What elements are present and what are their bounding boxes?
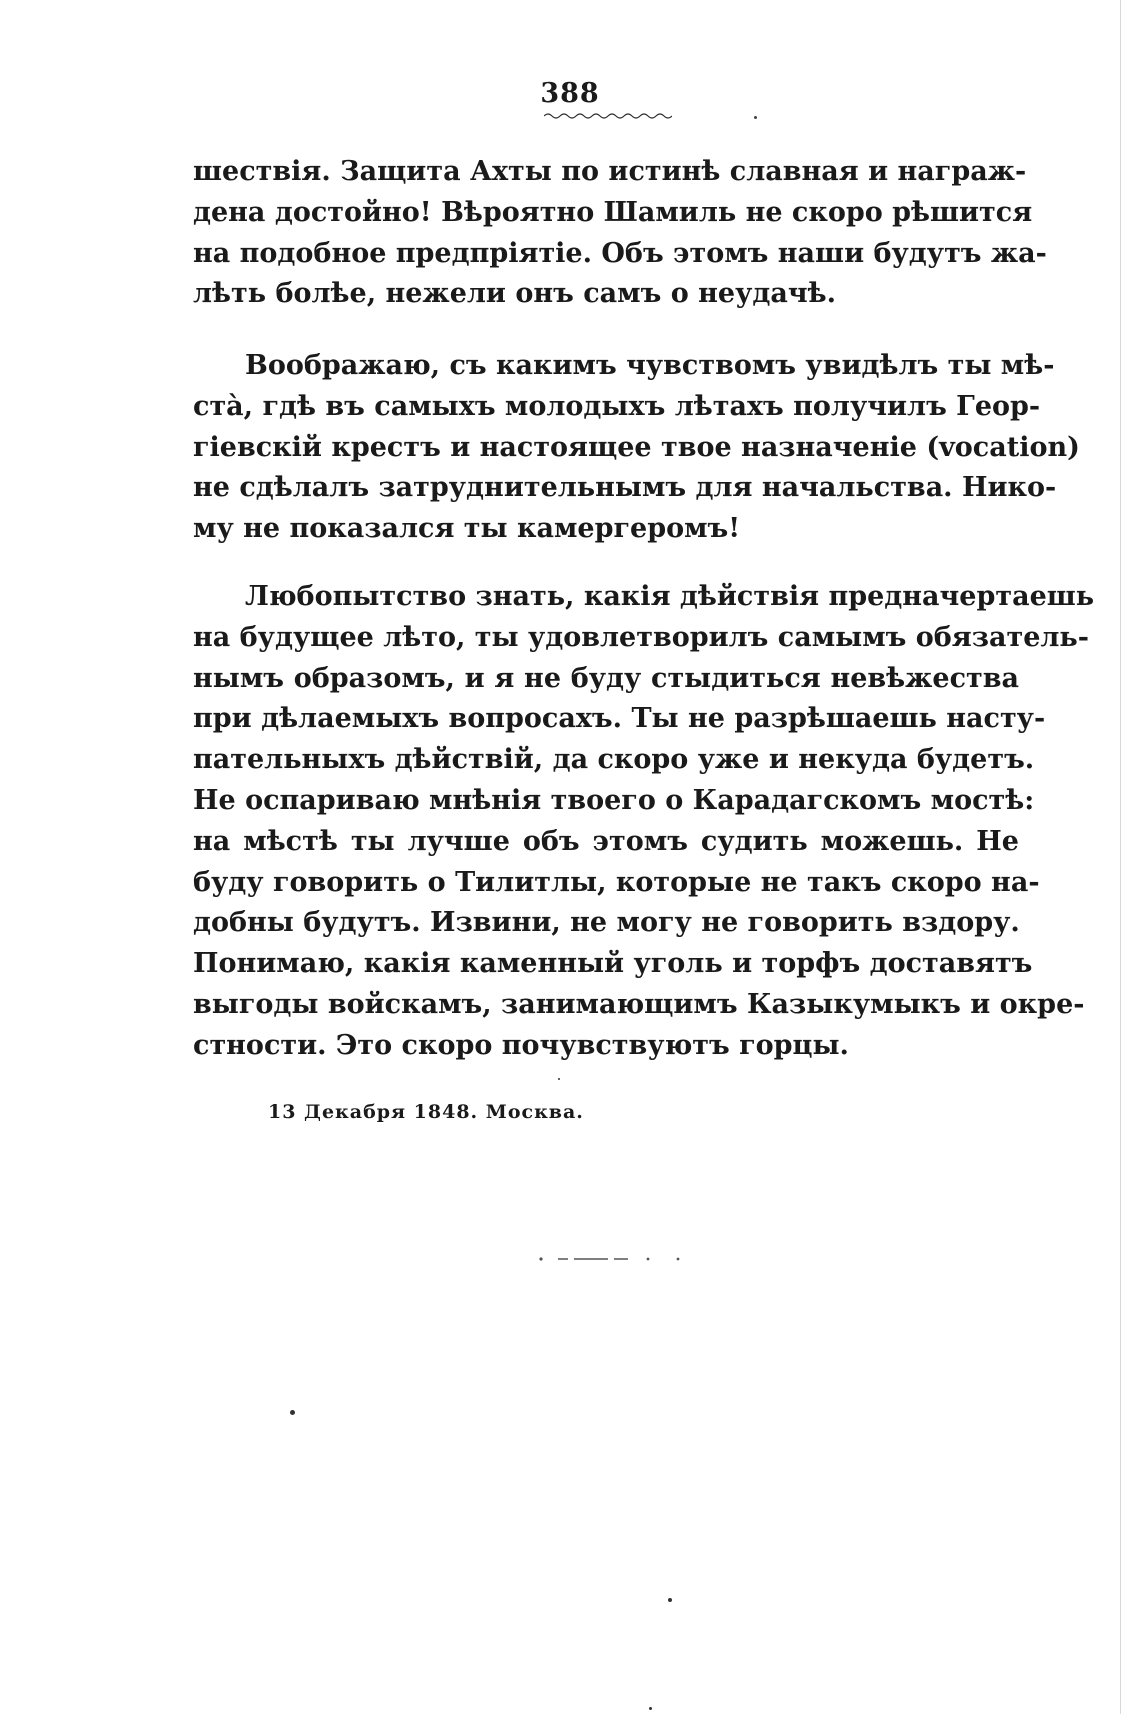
text-line: не сдѣлалъ затруднительнымъ для начальства. Нико- xyxy=(193,472,1057,504)
paragraph-3 xyxy=(193,577,1095,1067)
text-line: Любопытство знать, какія дѣйствія предначертаешь xyxy=(245,581,1095,612)
text-line: при дѣлаемыхъ вопросахъ. Ты не разрѣшаешь насту- xyxy=(193,703,1046,735)
page-number-ornament xyxy=(544,112,672,120)
text-line: стности. Это скоро почувствуютъ горцы. xyxy=(193,1029,849,1061)
text-line: буду говорить о Тилитлы, которые не такъ скоро на- xyxy=(193,866,1040,898)
print-speck xyxy=(649,1707,652,1710)
text-line: шествія. Защита Ахты по истинѣ славная и награж- xyxy=(193,156,1027,187)
ornament-dot xyxy=(754,116,757,119)
text-line: Воображаю, съ какимъ чувствомъ увидѣлъ ты мѣ- xyxy=(245,350,1055,381)
text-line: му не показался ты камергеромъ! xyxy=(193,513,741,545)
text-line: стà, гдѣ въ самыхъ молодыхъ лѣтахъ получилъ Геор- xyxy=(193,390,1041,422)
text-line: Не оспариваю мнѣнія твоего о Карадагскомъ мостѣ: xyxy=(193,784,1035,816)
end-ornament xyxy=(538,1255,683,1263)
print-speck xyxy=(668,1598,672,1602)
text-line: гіевскій крестъ и настоящее твое назначеніе (vocation) xyxy=(193,431,1080,463)
text-line: добны будутъ. Извини, не могу не говорить вздору. xyxy=(193,907,1020,939)
print-speck xyxy=(290,1410,295,1415)
text-line: Понимаю, какія каменный уголь и торфъ доставятъ xyxy=(193,948,1033,980)
text-line: на будущее лѣто, ты удовлетворилъ самымъ обязатель- xyxy=(193,621,1089,653)
text-line: лѣть болѣе, нежели онъ самъ о неудачѣ. xyxy=(193,278,836,310)
dateline: 13 Декабря 1848. Москва. xyxy=(268,1101,584,1123)
text-line: пательныхъ дѣйствій, да скоро уже и некуда будетъ. xyxy=(193,744,1035,776)
text-line: выгоды войскамъ, занимающимъ Казыкумыкъ и окре- xyxy=(193,988,1085,1020)
paragraph-1 xyxy=(193,152,1047,315)
page-number: 388 xyxy=(540,78,600,109)
print-speck xyxy=(558,1078,560,1080)
text-line: на подобное предпріятіе. Объ этомъ наши будутъ жа- xyxy=(193,237,1047,269)
text-line: нымъ образомъ, и я не буду стыдиться невѣжества xyxy=(193,662,1019,694)
text-line: дена достойно! Вѣроятно Шамиль не скоро рѣшится xyxy=(193,196,1033,228)
text-line: на мѣстѣ ты лучше объ этомъ судить можешь. Не xyxy=(193,825,1019,857)
paragraph-2 xyxy=(193,346,1080,550)
scan-edge-line xyxy=(1120,0,1121,1714)
